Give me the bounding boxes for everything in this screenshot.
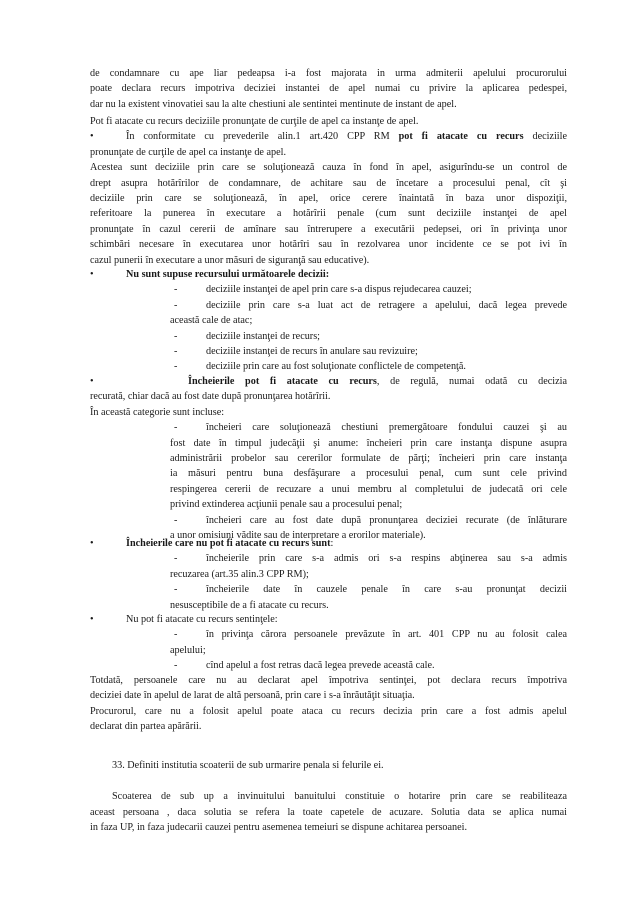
text-line: de condamnare cu ape liar pedeapsa i-a fost majorata in urma admiterii apelului procurorului — [90, 68, 567, 79]
text-line: pronunţate în cazul cererii de amînare sau întrerupere a executării pedepsei, ori în privinţa unor — [90, 223, 567, 235]
text-line: apelului; — [170, 644, 206, 656]
text-line: privind extinderea acţiunii penale sau a procesului penal; — [170, 499, 403, 511]
text-span: În conformitate cu prevederile alin.1 art.420 CPP RM — [126, 131, 399, 143]
dash-icon: - — [174, 330, 178, 342]
text-line: aceast persoana , daca solutia se refera la toate capetele de acuzare. Solutia data se aplica numai — [90, 806, 567, 818]
text-line: Scoaterea de sub up a invinuitului banuitului constituie o hotarire prin care se reabiliteaza — [112, 791, 567, 803]
bullet-item — [90, 267, 567, 282]
text-line: încheierile date în cauzele penale în care s-au pronunţat decizii — [206, 584, 567, 596]
text-span: deciziile — [523, 131, 567, 143]
dash-icon: - — [174, 514, 178, 526]
text-line: deciziile instanţei de apel prin care s-a dispus rejudecarea cauzei; — [206, 284, 472, 296]
text-line: recurată, chiar dacă au fost date după pronunţarea hotărîrii. — [90, 391, 331, 403]
text-line: cînd apelul a fost retras dacă legea prevede această cale. — [206, 660, 435, 672]
dash-item — [90, 298, 567, 329]
text-span: , de regulă, numai odată cu decizia — [376, 376, 567, 387]
dash-item — [90, 658, 567, 673]
section-title: Nu sunt supuse recursului următoarele decizii: — [126, 269, 330, 280]
text-line: deciziei date în apelul de larat de altă persoană, prin care i s-a înrăutăţit situaţia. — [90, 690, 415, 702]
text-line: poate declara recurs impotriva deciziei instantei de apel numai cu privire la aplicarea pedespei, — [90, 83, 567, 95]
bold-text: Încheierile care nu pot fi atacate cu recurs sunt — [126, 538, 331, 549]
text-line: schimbări necesare în executarea unor hotărîri sau în rezolvarea unor incidente ce se pot ivi în — [90, 239, 567, 251]
text-line: pronunţate de curţile de apel ca instanţe de apel. — [90, 146, 287, 158]
text-line: drept asupra hotărîrilor de condamnare, de achitare sau de încetare a procesului penal, cît şi — [90, 177, 567, 189]
text-line: a unor omisiuni vădite sau de interpretare a erorilor materiale). — [170, 530, 426, 542]
bullet-item — [90, 612, 567, 627]
dash-item — [90, 582, 567, 613]
dash-icon: - — [174, 660, 178, 672]
text-span: : — [330, 538, 334, 549]
bold-text: Încheierile pot fi atacate cu recurs — [188, 376, 377, 387]
intro-paragraph — [90, 66, 567, 112]
dash-icon: - — [174, 346, 178, 358]
text-line: deciziile instanţei de recurs; — [206, 330, 320, 342]
text-line: respingerea cererii de recuzare a unui membru al completului de judecată ori cele — [170, 483, 567, 495]
dash-item — [90, 551, 567, 582]
dash-icon: - — [174, 361, 178, 373]
text-line: încheierile prin care s-a admis ori s-a respins abţinerea sau s-a admis — [206, 553, 567, 565]
bold-text: pot fi atacate cu recurs — [398, 131, 524, 143]
text-line: Totdată, persoanele care nu au declarat apel împotriva sentinţei, pot declara recurs împotriva — [90, 675, 567, 686]
dash-item — [90, 282, 567, 297]
text-line: recuzarea (art.35 alin.3 CPP RM); — [170, 568, 309, 580]
bullet-icon: • — [90, 269, 94, 280]
dash-icon: - — [174, 422, 178, 434]
text-line: deciziile instanţei de recurs în anulare sau revizuire; — [206, 346, 418, 358]
section-incheieri-atacate — [90, 374, 567, 543]
text-line: încheieri care au fost date după pronunţarea deciziei recurate (de înlăturare — [206, 514, 567, 526]
dash-icon: - — [174, 284, 178, 296]
section-incheieri-neatacabile — [90, 536, 567, 613]
text-line: in faza UP, in faza judecarii cauzei pentru asemenea temeiuri se dispune achitarea persoanei. — [90, 822, 468, 834]
dash-item — [90, 627, 567, 658]
dash-icon: - — [174, 299, 178, 311]
text-line: Pot fi atacate cu recurs deciziile pronunţate de curţile de apel ca instanţe de apel. — [90, 116, 419, 127]
text-line — [126, 129, 567, 144]
section-title — [126, 536, 567, 551]
dash-icon: - — [174, 553, 178, 565]
dash-item — [90, 420, 567, 512]
text-line: dar nu la existent vinovatiei sau la alte chestiuni ale sentintei mentinute de instant de apel. — [90, 98, 457, 110]
text-line: fost date în timpul judecăţii şi anume: încheieri prin care instanţa dispune asupra — [170, 437, 567, 449]
dash-item — [90, 344, 567, 359]
bullet-icon: • — [90, 538, 94, 549]
dash-item — [90, 359, 567, 374]
text-line: Acestea sunt deciziile prin care se soluţionează cauza în fond în apel, asigurîndu-se un control de — [90, 162, 567, 174]
section-title: Nu pot fi atacate cu recurs sentinţele: — [126, 614, 278, 625]
bullet-icon: • — [90, 614, 94, 625]
question-33 — [90, 758, 567, 836]
text-line: încheieri care soluţionează chestiuni premergătoare fondului cauzei şi au — [206, 422, 567, 434]
bullet-item — [90, 129, 567, 144]
section-nu-sunt-supuse — [90, 267, 567, 375]
text-line: această cale de atac; — [170, 315, 253, 327]
text-line: cazul punerii în executare a unor măsuri de siguranţă sau educative). — [90, 254, 370, 266]
text-line: ia măsuri pentru buna desfăşurare a procesului penal, cum sunt cele privind — [170, 468, 567, 480]
text-line: În această categorie sunt incluse: — [90, 406, 225, 418]
dash-item — [90, 329, 567, 344]
text-line: deciziile prin care s-a luat act de retragere a apelului, dacă legea prevede — [206, 299, 567, 311]
bullet-item — [90, 536, 567, 551]
dash-icon: - — [174, 629, 178, 641]
text-line: declarat din partea apărării. — [90, 721, 202, 733]
bullet-icon: • — [90, 131, 94, 143]
text-line: în privinţa cărora persoanele prevăzute în art. 401 CPP nu au folosit calea — [206, 629, 567, 641]
closing-paragraph — [90, 673, 567, 735]
bullet-icon: • — [90, 376, 94, 387]
section-sentinte-neatacabile — [90, 612, 567, 674]
dash-icon: - — [174, 584, 178, 596]
text-line: referitoare la punerea în executare a hotărîrii penale (cum sunt deciziile instanţei de apel — [90, 208, 567, 220]
text-line: Procurorul, care nu a folosit apelul poate ataca cu recurs decizia prin care a fost admis apelul — [90, 705, 567, 717]
text-line: nesusceptibile de a fi atacate cu recurs. — [170, 599, 329, 611]
text-line: deciziile prin care au fost soluţionate conflictele de competenţă. — [206, 361, 466, 373]
text-line — [188, 374, 567, 389]
text-line: deciziile prin care se soluţionează, în apel, orice cerere înaintată în baza unor dispoziţii, — [90, 193, 567, 205]
bullet-item — [90, 374, 567, 389]
text-line: administrării probelor sau cererilor formulate de părţi; încheieri prin care instanţa — [170, 453, 567, 465]
section-recurs-decizii — [90, 114, 567, 268]
question-heading: 33. Definiti institutia scoaterii de sub urmarire penala si felurile ei. — [112, 760, 384, 771]
